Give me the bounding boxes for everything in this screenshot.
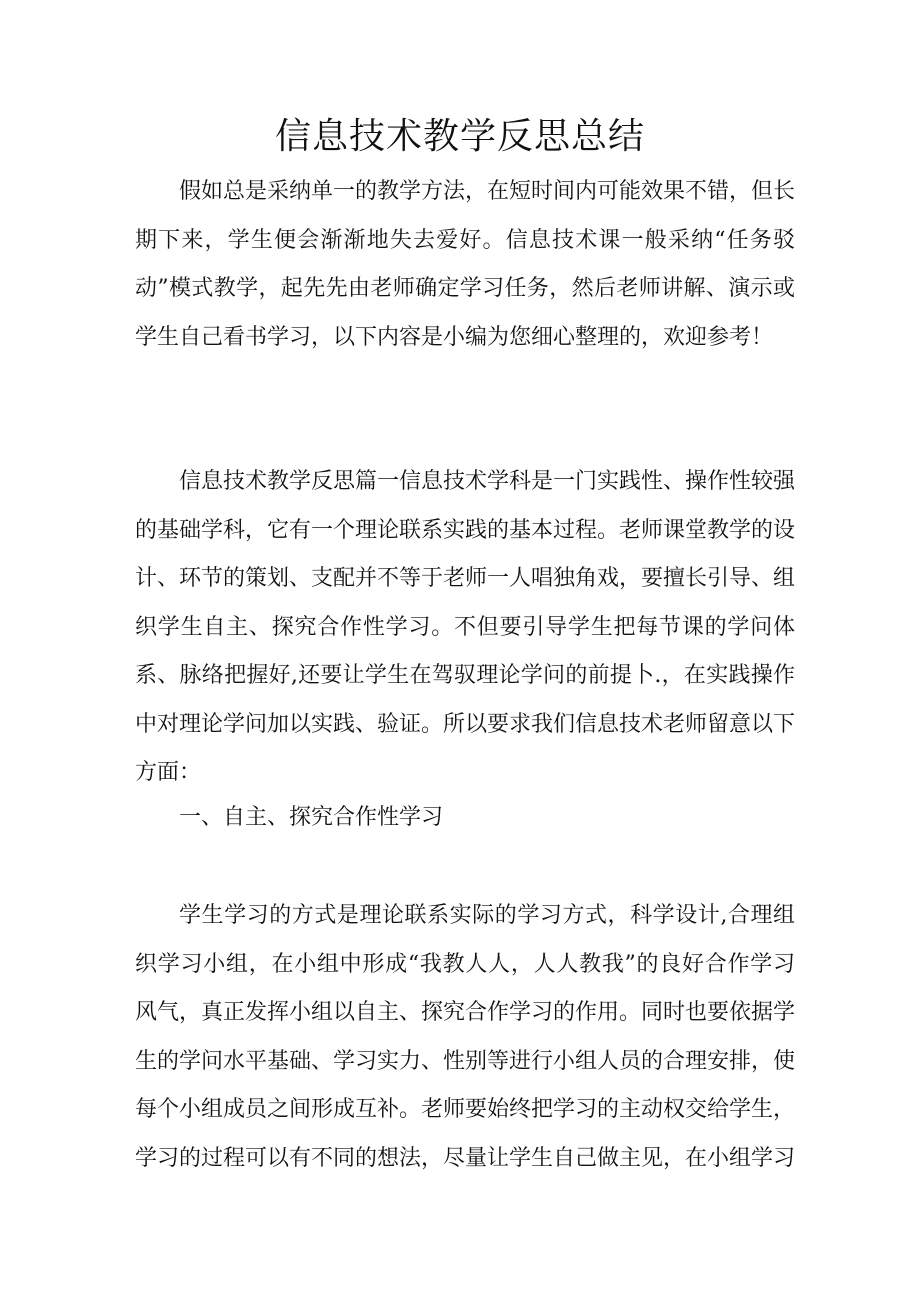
section-heading-one: 一、自主、探究合作性学习 (179, 805, 444, 830)
section-one-body-paragraph: 学生学习的方式是理论联系实际的学习方式，科学设计,合理组织学习小组，在小组中形成“我教人人，人人教我”的良好合作学习风气，真正发挥小组以自主、探究合作学习的作用。同时也要依据学生的学问水平基础、学习实力、性别等进行小组人员的合理安排，使每个小组成员之间形成互补。老师要始终把学习的主动权交给学生，学习的过程可以有不同的想法，尽量让学生自己做主见，在小组学习 (135, 903, 796, 1171)
intro-paragraph: 假如总是采纳单一的教学方法，在短时间内可能效果不错，但长期下来，学生便会渐渐地失去爱好。信息技术课一般采纳“任务驳动”模式教学，起先先由老师确定学习任务，然后老师讲解、演示或学生自己看书学习，以下内容是小编为您细心整理的，欢迎参考！ (135, 179, 796, 350)
section-one-intro-paragraph: 信息技术教学反思篇一信息技术学科是一门实践性、操作性较强的基础学科，它有一个理论联系实践的基本过程。老师课堂教学的设计、环节的策划、支配并不等于老师一人唱独角戏，要擅长引导、组织学生自主、探究合作性学习。不但要引导学生把每节课的学问体系、脉络把握好,还要让学生在驾驭理论学问的前提卜.，在实践操作中对理论学问加以实践、验证。所以要求我们信息技术老师留意以下方面： (135, 469, 796, 785)
document-title: 信息技术教学反思总结 (274, 116, 645, 157)
